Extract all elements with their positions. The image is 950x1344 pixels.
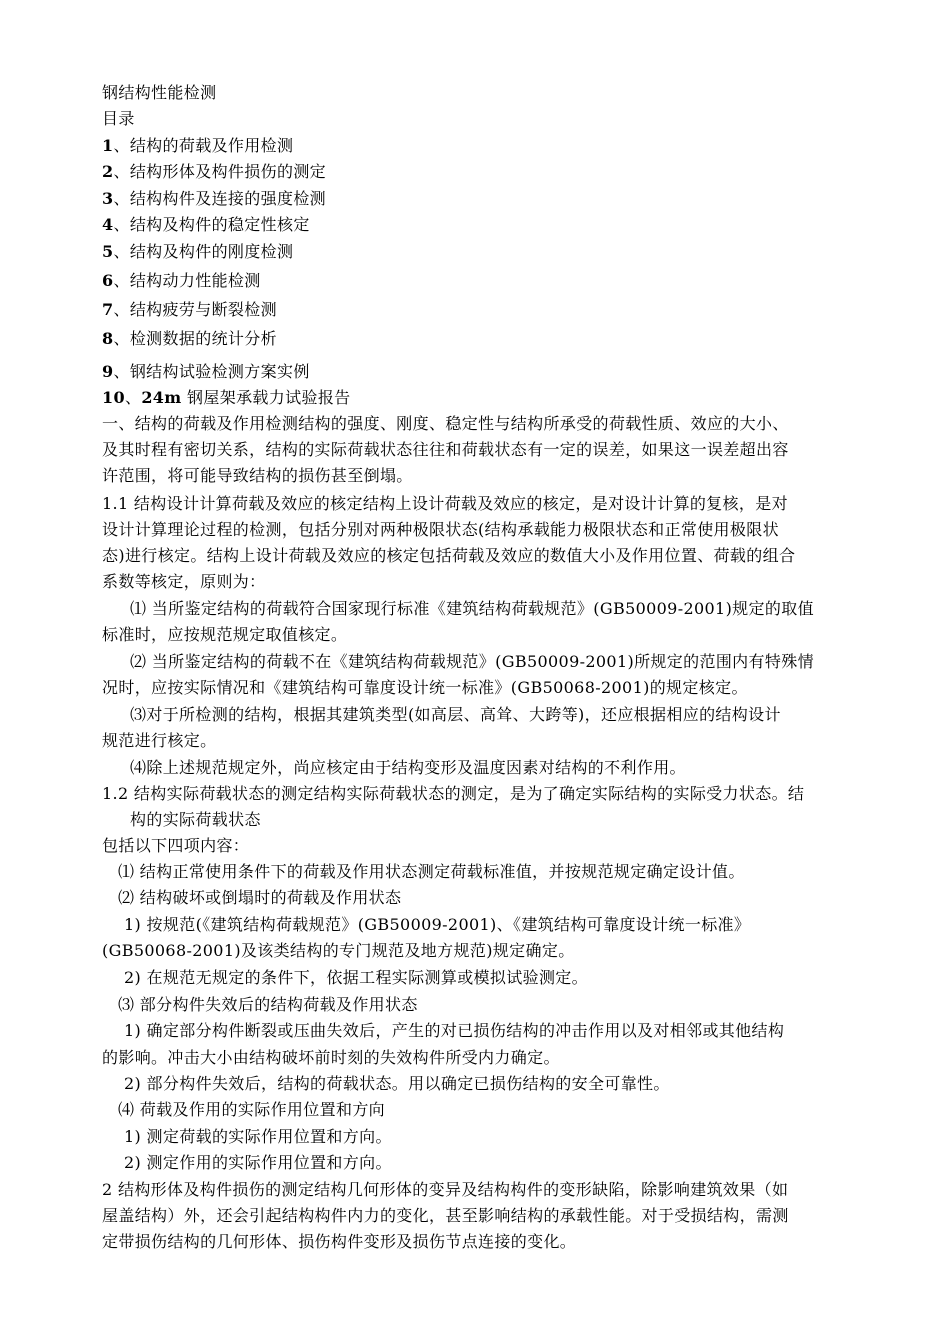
- toc-item: 3、结构构件及连接的强度检测: [102, 189, 327, 208]
- paragraph-line: 1.2 结构实际荷载状态的测定结构实际荷载状态的测定，是为了确定实际结构的实际受力状态。结: [102, 784, 805, 803]
- paragraph-line: 系数等核定，原则为：: [102, 572, 266, 591]
- toc-item: 7、结构疲劳与断裂检测: [102, 300, 277, 319]
- paragraph-line: 一、结构的荷载及作用检测结构的强度、刚度、稳定性与结构所承受的荷载性质、效应的大小、: [102, 414, 789, 433]
- paragraph-line: 2) 部分构件失效后，结构的荷载状态。用以确定已损伤结构的安全可靠性。: [124, 1074, 670, 1093]
- paragraph-line: 1) 按规范(《建筑结构荷载规范》(GB50009-2001)、《建筑结构可靠度设计统一标准》: [124, 915, 751, 934]
- paragraph-line: 构的实际荷载状态: [130, 810, 261, 829]
- paragraph-line: 的影响。冲击大小由结构破坏前时刻的失效构件所受内力确定。: [102, 1048, 560, 1067]
- paragraph-line: ⑶ 部分构件失效后的结构荷载及作用状态: [118, 995, 418, 1014]
- paragraph-line: 屋盖结构）外，还会引起结构构件内力的变化，甚至影响结构的承载性能。对于受损结构，需测: [102, 1206, 789, 1225]
- toc-item: 1、结构的荷载及作用检测: [102, 136, 294, 155]
- paragraph-line: ⑶对于所检测的结构，根据其建筑类型(如高层、高耸、大跨等)，还应根据相应的结构设计: [130, 705, 781, 724]
- paragraph-line: 况时，应按实际情况和《建筑结构可靠度设计统一标准》(GB50068-2001)的规定核定。: [102, 678, 748, 697]
- paragraph-line: (GB50068-2001)及该类结构的专门规范及地方规范)规定确定。: [102, 941, 575, 960]
- toc-label: 目录: [102, 109, 135, 128]
- paragraph-line: ⑵ 当所鉴定结构的荷载不在《建筑结构荷载规范》(GB50009-2001)所规定的范围内有特殊情: [130, 652, 814, 671]
- paragraph-line: 2) 在规范无规定的条件下，依据工程实际测算或模拟试验测定。: [124, 968, 589, 987]
- toc-item: 10、24m 钢屋架承载力试验报告: [102, 388, 351, 407]
- doc-title: 钢结构性能检测: [102, 83, 217, 102]
- paragraph-line: 态)进行核定。结构上设计荷载及效应的核定包括荷载及效应的数值大小及作用位置、荷载的组合: [102, 546, 796, 565]
- toc-item: 5、结构及构件的刚度检测: [102, 242, 294, 261]
- paragraph-line: ⑵ 结构破坏或倒塌时的荷载及作用状态: [118, 888, 402, 907]
- paragraph-line: ⑷ 荷载及作用的实际作用位置和方向: [118, 1100, 386, 1119]
- paragraph-line: 规范进行核定。: [102, 731, 217, 750]
- toc-item: 2、结构形体及构件损伤的测定: [102, 162, 327, 181]
- paragraph-line: 设计计算理论过程的检测，包括分别对两种极限状态(结构承载能力极限状态和正常使用极限状: [102, 520, 779, 539]
- paragraph-line: 定带损伤结构的几何形体、损伤构件变形及损伤节点连接的变化。: [102, 1232, 577, 1251]
- paragraph-line: 2) 测定作用的实际作用位置和方向。: [124, 1153, 392, 1172]
- paragraph-line: ⑴ 当所鉴定结构的荷载符合国家现行标准《建筑结构荷载规范》(GB50009-2001)规定的取值: [130, 599, 814, 618]
- paragraph-line: 许范围，将可能导致结构的损伤甚至倒塌。: [102, 466, 413, 485]
- paragraph-line: 标准时，应按规范规定取值核定。: [102, 625, 348, 644]
- paragraph-line: 1) 测定荷载的实际作用位置和方向。: [124, 1127, 392, 1146]
- paragraph-line: 及其时程有密切关系，结构的实际荷载状态往往和荷载状态有一定的误差，如果这一误差超出容: [102, 440, 789, 459]
- toc-item: 8、检测数据的统计分析: [102, 329, 277, 348]
- paragraph-line: 包括以下四项内容：: [102, 836, 250, 855]
- paragraph-line: ⑷除上述规范规定外，尚应核定由于结构变形及温度因素对结构的不利作用。: [130, 758, 686, 777]
- paragraph-line: 2 结构形体及构件损伤的测定结构几何形体的变异及结构构件的变形缺陷，除影响建筑效果（如: [102, 1180, 789, 1199]
- paragraph-line: ⑴ 结构正常使用条件下的荷载及作用状态测定荷载标准值，并按规范规定确定设计值。: [118, 862, 745, 881]
- paragraph-line: 1.1 结构设计计算荷载及效应的核定结构上设计荷载及效应的核定，是对设计计算的复核，是对: [102, 494, 788, 513]
- toc-item: 9、钢结构试验检测方案实例: [102, 362, 310, 381]
- paragraph-line: 1) 确定部分构件断裂或压曲失效后，产生的对已损伤结构的冲击作用以及对相邻或其他结构: [124, 1021, 785, 1040]
- toc-item: 6、结构动力性能检测: [102, 271, 261, 290]
- toc-item: 4、结构及构件的稳定性核定: [102, 215, 310, 234]
